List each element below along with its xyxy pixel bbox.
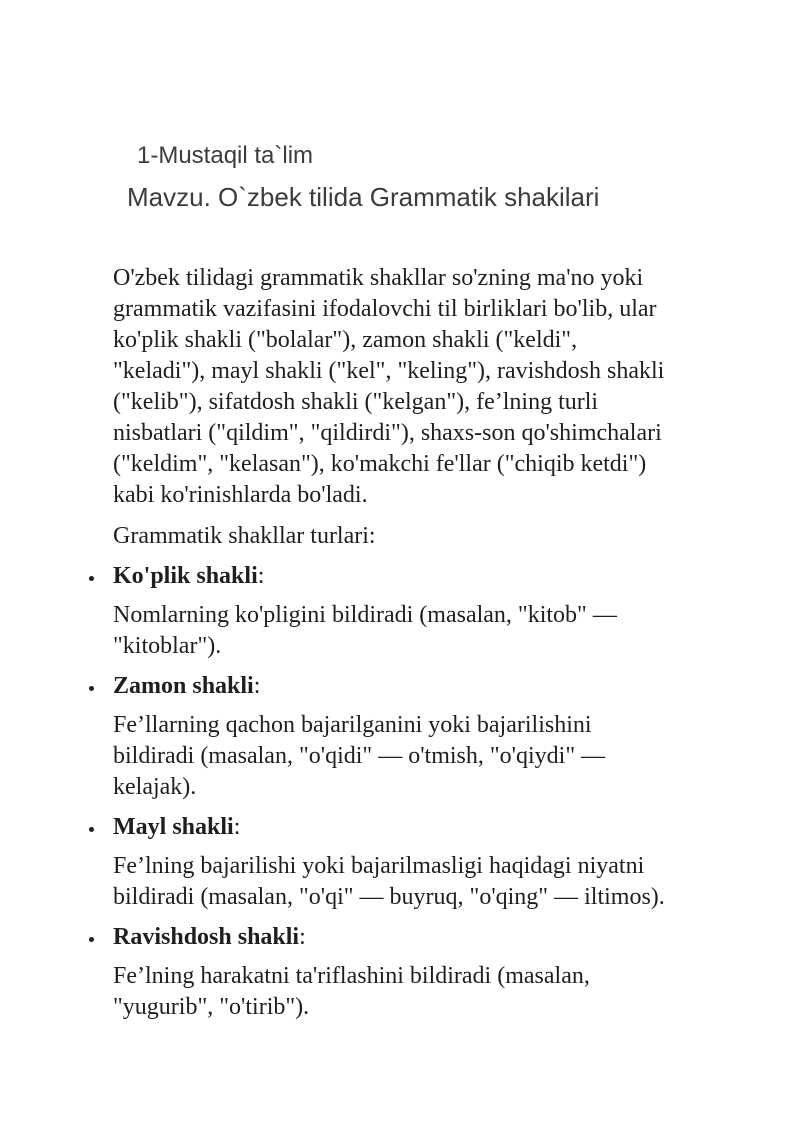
list-item-heading-colon: :: [299, 924, 306, 950]
text-line: O'zbek tilidagi grammatik shakllar so'zning ma'no yoki: [113, 265, 644, 291]
text-line: Nomlarning ko'pligini bildiradi (masalan, "kitob" —: [113, 602, 617, 628]
text-line: nisbatlari ("qildim", "qildirdi"), shaxs-son qo'shimchalari: [113, 420, 662, 446]
bullet-icon: [89, 937, 94, 942]
page-subtitle: Mavzu. O`zbek tilida Grammatik shakilari: [127, 182, 600, 212]
text-line: ("kelib"), sifatdosh shakli ("kelgan"), fe’lning turli: [113, 389, 599, 415]
list-item-heading: [113, 561, 737, 592]
list-item-heading-text: Zamon shakli: [113, 673, 254, 699]
list-item-heading-text: Ko'plik shakli: [113, 563, 258, 589]
text-line: Fe’llarning qachon bajarilganini yoki bajarilishini: [113, 712, 592, 738]
text-line: ("keldim", "kelasan"), ko'makchi fe'llar ("chiqib ketdi"): [113, 451, 647, 477]
list-item-koplik: [113, 561, 737, 662]
text-line: grammatik vazifasini ifodalovchi til birliklari bo'lib, ular: [113, 296, 657, 322]
text-line: ko'plik shakli ("bolalar"), zamon shakli ("keldi",: [113, 327, 578, 353]
text-line: Fe’lning bajarilishi yoki bajarilmasligi haqidagi niyatni: [113, 853, 645, 879]
list-item-heading-text: Ravishdosh shakli: [113, 924, 300, 950]
section-heading: Grammatik shakllar turlari:: [113, 523, 376, 549]
list-item-heading-colon: :: [257, 563, 265, 589]
text-line: kelajak).: [113, 774, 197, 800]
intro-paragraph: [113, 263, 737, 511]
text-line: "kitoblar").: [113, 633, 222, 659]
text-line: bildiradi (masalan, "o'qi" — buyruq, "o'qing" — iltimos).: [113, 884, 665, 910]
list-item-heading-colon: :: [233, 814, 241, 840]
text-line: kabi ko'rinishlarda bo'ladi.: [113, 482, 368, 508]
text-line: bildiradi (masalan, "o'qidi" — o'tmish, "o'qiydi" —: [113, 743, 606, 769]
text-line: Fe’lning harakatni ta'riflashini bildiradi (masalan,: [113, 963, 590, 989]
bullet-icon: [89, 576, 94, 581]
list-item-heading: [113, 671, 737, 702]
list-item-ravishdosh: [113, 922, 737, 1023]
list-item-heading-text: Mayl shakli: [113, 814, 234, 840]
bullet-icon: [89, 686, 94, 691]
list-item-heading: [113, 922, 737, 953]
list-item-mayl: [113, 812, 737, 913]
list-item-heading: [113, 812, 737, 843]
grammar-forms-list: [113, 561, 737, 1023]
list-item-body: [113, 851, 737, 913]
list-item-body: [113, 710, 737, 803]
text-line: "keladi"), mayl shakli ("kel", "keling"), ravishdosh shakli: [113, 358, 665, 384]
page-title: 1-Mustaqil ta`lim: [137, 142, 314, 169]
list-item-zamon: [113, 671, 737, 803]
list-item-heading-colon: :: [253, 673, 261, 699]
list-item-body: [113, 961, 737, 1023]
text-line: "yugurib", "o'tirib").: [113, 994, 310, 1020]
bullet-icon: [89, 827, 94, 832]
list-item-body: [113, 600, 737, 662]
